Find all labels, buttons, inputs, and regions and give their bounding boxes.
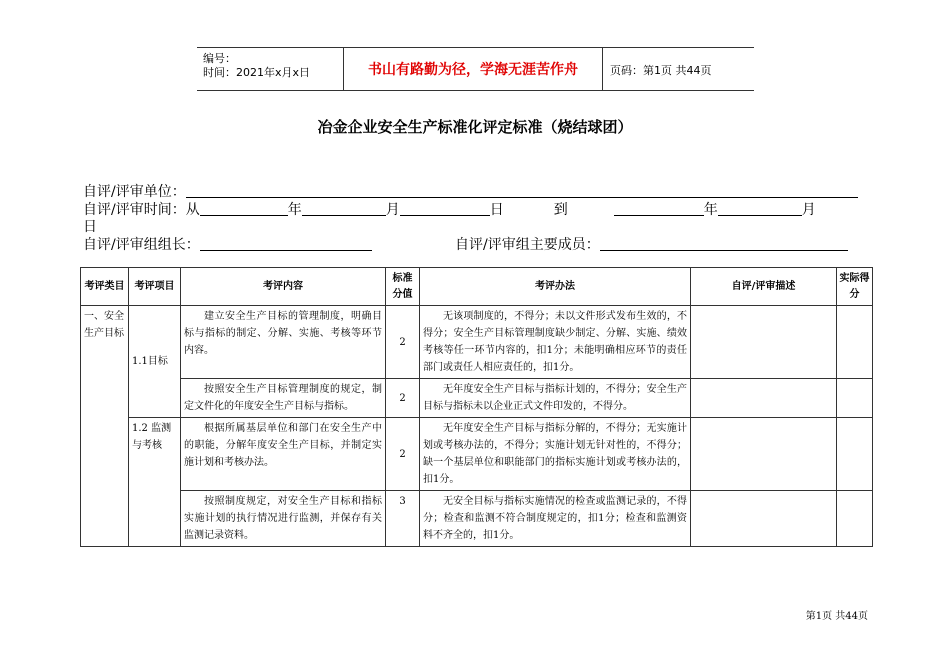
start-day-blank [400,201,490,216]
form-day-wrap: 日 [83,219,97,235]
score-cell: 3 [386,491,420,547]
description-cell[interactable] [691,491,837,547]
category-cell: 一、安全生产目标 [81,306,129,547]
item-cell-1-1: 1.1目标 [129,306,181,418]
description-cell[interactable] [691,379,837,418]
actual-score-cell[interactable] [837,379,873,418]
actual-score-cell[interactable] [837,306,873,379]
content-cell: 按照安全生产目标管理制度的规定，制定文件化的年度安全生产目标与指标。 [181,379,386,418]
score-cell: 2 [386,306,420,379]
form-time-line [83,199,816,219]
score-cell: 2 [386,418,420,491]
method-cell: 无安全目标与指标实施情况的检查或监测记录的，不得分；检查和监测不符合制度规定的，扣1分；检查和监测资料不齐全的，扣1分。 [420,491,691,547]
header-score: 标准分值 [386,268,420,306]
table-row [81,379,873,418]
description-cell[interactable] [691,418,837,491]
time-label: 自评/评审时间：从 [83,202,200,218]
content-cell: 根据所属基层单位和部门在安全生产中的职能，分解年度安全生产目标，并制定实施计划和考核办法。 [181,418,386,491]
description-cell[interactable] [691,306,837,379]
method-cell: 无年度安全生产目标与指标分解的，不得分；无实施计划或考核办法的，不得分；实施计划无针对性的，不得分；缺一个基层单位和职能部门的指标实施计划或考核办法的，扣1分。 [420,418,691,491]
leader-label: 自评/评审组组长： [83,237,200,253]
form-leader-line [83,234,372,254]
table-row [81,306,873,379]
start-month-blank [302,201,386,216]
year-label-1: 年 [287,202,302,218]
item-cell-1-2: 1.2 监测与考核 [129,418,181,547]
header-description: 自评/评审描述 [691,268,837,306]
to-label: 到 [553,202,568,218]
header-content: 考评内容 [181,268,386,306]
header-item: 考评项目 [129,268,181,306]
actual-score-cell[interactable] [837,491,873,547]
header-time: 时间：2021年x月x日 [203,66,311,79]
members-label: 自评/评审组主要成员： [455,237,600,253]
method-cell: 无年度安全生产目标与指标计划的，不得分；安全生产目标与指标未以企业正式文件印发的，不得分。 [420,379,691,418]
header-method: 考评办法 [420,268,691,306]
day-label-1: 日 [489,202,504,218]
unit-blank [186,183,858,198]
start-year-blank [200,201,288,216]
year-label-2: 年 [703,202,718,218]
leader-blank [200,236,372,251]
content-cell: 建立安全生产目标的管理制度，明确目标与指标的制定、分解、实施、考核等环节内容。 [181,306,386,379]
month-label-2: 月 [801,202,816,218]
header-code: 编号： [203,52,236,65]
header-actual: 实际得分 [837,268,873,306]
page-footer: 第1页 共44页 [805,611,868,622]
page-title: 冶金企业安全生产标准化评定标准（烧结球团） [317,118,633,136]
score-cell: 2 [386,379,420,418]
unit-label: 自评/评审单位： [83,184,186,200]
header-page-number: 页码：第1页 共44页 [610,64,712,77]
header-motto: 书山有路勤为径，学海无涯苦作舟 [343,48,603,90]
method-cell: 无该项制度的，不得分；未以文件形式发布生效的，不得分；安全生产目标管理制度缺少制定、分解、实施、绩效考核等任一环节内容的，扣1分；未能明确相应环节的责任部门或责任人相应责任的，扣1分。 [420,306,691,379]
table-row [81,491,873,547]
actual-score-cell[interactable] [837,418,873,491]
table-header-row [81,268,873,306]
table-row [81,418,873,491]
header-category: 考评类目 [81,268,129,306]
month-label-1: 月 [385,202,400,218]
content-cell: 按照制度规定，对安全生产目标和指标实施计划的执行情况进行监测，并保存有关监测记录资料。 [181,491,386,547]
form-unit-line [83,181,858,201]
end-month-blank [718,201,802,216]
form-members-line [455,234,848,254]
evaluation-table [80,267,873,547]
end-year-blank [614,201,704,216]
members-blank [600,236,848,251]
